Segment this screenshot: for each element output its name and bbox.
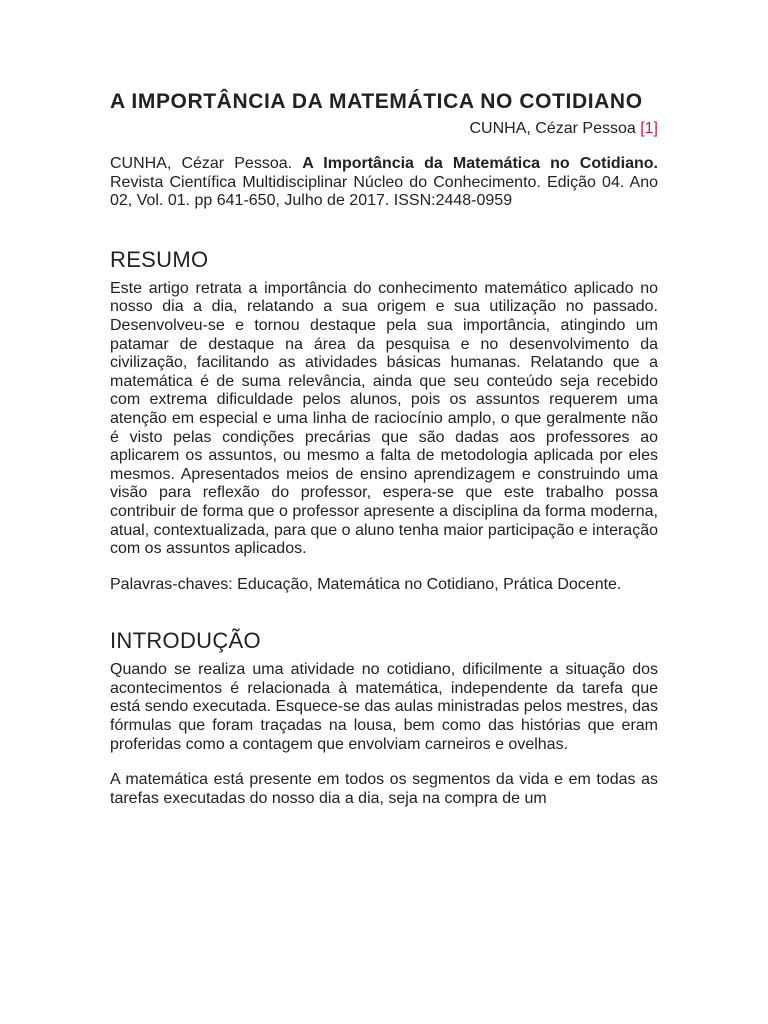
footnote-link[interactable]: [1]	[640, 120, 658, 137]
author-line	[110, 120, 658, 138]
introducao-heading: INTRODUÇÃO	[110, 628, 261, 654]
article-title: A IMPORTÂNCIA DA MATEMÁTICA NO COTIDIANO	[110, 90, 643, 113]
resumo-heading: RESUMO	[110, 246, 209, 272]
introducao-paragraph-1: Quando se realiza uma atividade no cotidiano, dificilmente a situação dos acontecimentos é relacionada à matemática, independente da tarefa que está sendo executada. Esquece-se das aulas ministradas pelos mestres, das fórmulas que foram traçadas na lousa, bem como das histórias que eram proferidas como a contagem que envolviam carneiros e ovelhas.	[110, 661, 658, 753]
citation-details: Revista Científica Multidisciplinar Núcleo do Conhecimento. Edição 04. Ano 02, Vol. 01. pp 641-650, Julho de 2017. ISSN:2448-0959	[110, 173, 658, 210]
introducao-paragraph-2: A matemática está presente em todos os segmentos da vida e em todas as tarefas executadas do nosso dia a dia, seja na compra de um	[110, 771, 658, 807]
article	[110, 88, 658, 808]
citation-author: CUNHA, Cézar Pessoa.	[110, 155, 303, 172]
citation	[110, 155, 658, 211]
resumo-text: Este artigo retrata a importância do conhecimento matemático aplicado no nosso dia a dia, relatando a sua origem e sua utilização no passado. Desenvolveu-se e tornou destaque pela sua importância, atingindo um patamar de destaque na área da pesquisa e no desenvolvimento da civilização, facilitando as atividades básicas humanas. Relatando que a matemática é de suma relevância, ainda que seu conteúdo seja recebido com extrema dificuldade pelos alunos, pois os assuntos requerem uma atenção em especial e uma linha de raciocínio amplo, o que geralmente não é visto pelas condições precárias que são dadas aos professores ao aplicarem os assuntos, ou mesmo a falta de metodologia aplicada por eles mesmos. Apresentados meios de ensino aprendizagem e construindo uma visão para reflexão do professor, espera-se que este trabalho possa contribuir de forma que o professor apresente a disciplina da forma moderna, atual, contextualizada, para que o aluno tenha maior participação e interação com os assuntos aplicados.	[110, 279, 658, 558]
keywords: Palavras-chaves: Educação, Matemática no Cotidiano, Prática Docente.	[110, 575, 622, 593]
author-name: CUNHA, Cézar Pessoa	[469, 120, 641, 137]
citation-title: A Importância da Matemática no Cotidiano.	[302, 155, 658, 172]
